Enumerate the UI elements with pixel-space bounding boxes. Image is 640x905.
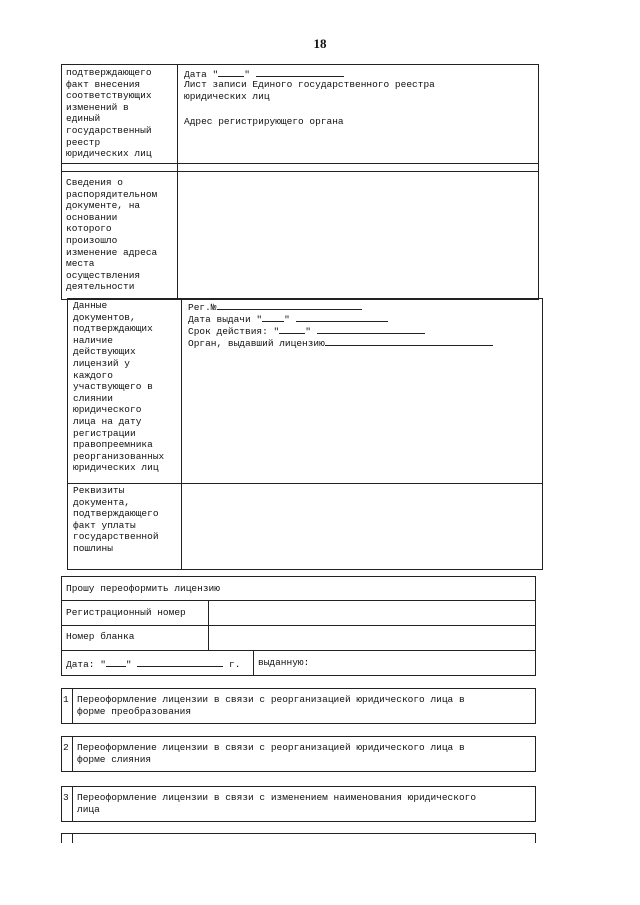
- table-divider: [67, 483, 543, 484]
- state-fee-label: Реквизиты документа, подтверждающего факт уплаты государственной пошлины: [73, 485, 159, 554]
- license-documents-label: Данные документов, подтверждающих наличие действующих лицензий у каждого участвующего в слиянии юридического лица на дату регистрации правопреемника реорганизованных юридических лиц: [73, 300, 165, 474]
- table-divider: [61, 625, 536, 626]
- table-divider: [181, 298, 182, 570]
- form-date-line: Дата: " " г.: [66, 659, 241, 670]
- table-divider: [61, 650, 536, 651]
- option-1-number[interactable]: 1: [63, 694, 69, 705]
- page-number: 18: [313, 36, 327, 51]
- reg-number-line: Рег.№: [188, 300, 362, 314]
- option-1-text: Переоформление лицензии в связи с реорганизацией юридического лица в форме преобразования: [77, 694, 465, 717]
- option-divider: [72, 736, 73, 772]
- next-box-edge: [61, 833, 62, 843]
- next-box-edge: [72, 833, 73, 843]
- registry-address-label: Адрес регистрирующего органа: [184, 116, 344, 127]
- option-2-number[interactable]: 2: [63, 742, 69, 753]
- reissue-title: Прошу переоформить лицензию: [66, 583, 220, 594]
- option-divider: [72, 688, 73, 724]
- blank-number-label: Номер бланка: [66, 631, 135, 642]
- table-divider: [177, 64, 178, 300]
- next-box-edge: [535, 833, 536, 843]
- order-document-label: Сведения о распорядительном документе, на основании которого произошло изменение адреса места осуществления деятельности: [66, 177, 158, 293]
- blank-number-field[interactable]: [210, 627, 534, 649]
- registry-date-line: Дата " ": [184, 67, 344, 81]
- registry-sheet-label: Лист записи Единого государственного реестра юридических лиц: [184, 79, 435, 102]
- option-3-number[interactable]: 3: [63, 792, 69, 803]
- next-box-top: [61, 833, 536, 834]
- table-divider: [208, 600, 209, 650]
- table-divider: [61, 600, 536, 601]
- table-divider: [61, 163, 539, 164]
- registry-record-label: подтверждающего факт внесения соответствующих изменений в единый государственный реестр юридических лиц: [66, 67, 152, 160]
- issued-label: выданную:: [258, 657, 310, 668]
- table-divider: [253, 650, 254, 676]
- option-3-text: Переоформление лицензии в связи с изменением наименования юридического лица: [77, 792, 477, 815]
- reg-number-label: Регистрационный номер: [66, 607, 186, 618]
- table-divider: [61, 171, 539, 172]
- reg-number-field[interactable]: [210, 602, 534, 624]
- issuing-organ-line: Орган, выдавший лицензию: [188, 336, 493, 350]
- issue-date-line: Дата выдачи " ": [188, 312, 388, 326]
- validity-line: Срок действия: " ": [188, 324, 425, 338]
- option-2-text: Переоформление лицензии в связи с реорганизацией юридического лица в форме слияния: [77, 742, 465, 765]
- option-divider: [72, 786, 73, 822]
